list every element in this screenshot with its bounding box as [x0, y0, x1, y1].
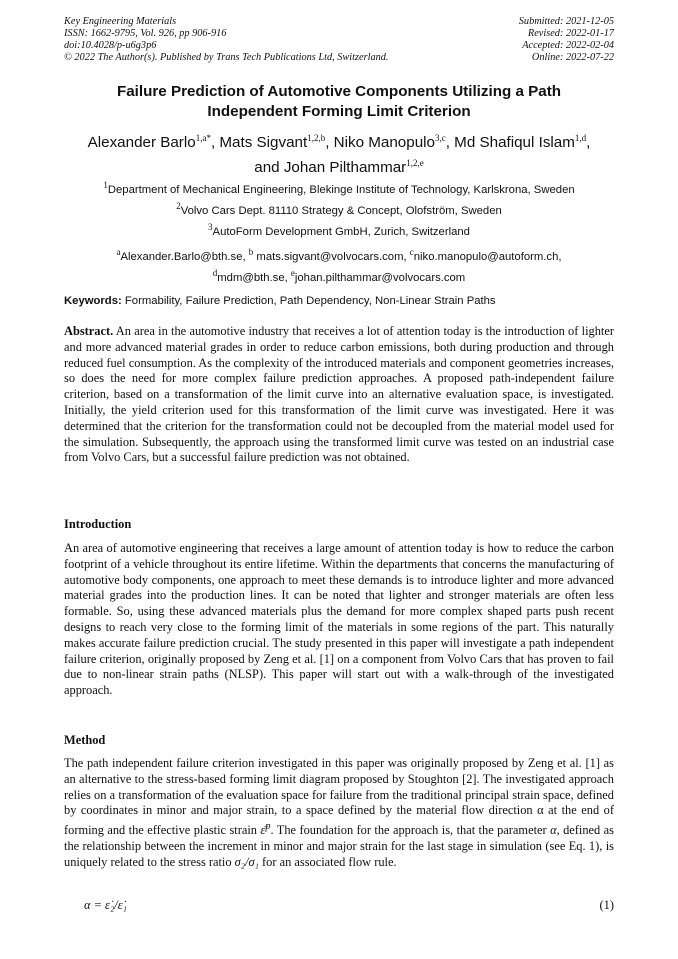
author-affiliation-mark: 1,d [574, 133, 587, 143]
affiliation-2 [40, 199, 638, 218]
author-name: Md Shafiqul Islam [454, 134, 575, 152]
submitted-date: Submitted: 2021-12-05 [518, 16, 614, 27]
equation-1 [84, 898, 614, 913]
author-affiliation-mark: 3,c [434, 133, 446, 143]
abstract-text: An area in the automotive industry that receives a lot of attention today is the introduction of lighter and more advanced material grades in order to reduce carbon emissions, both during production and through reduced fuel consumption. As the complexity of the introduced materials and component geometries increases, so does the need for more complex failure prediction approaches. A proposed path-independent failure criterion, based on a transformation of the limit curve into an alternative evaluation space, is investigated. Initially, the yield criterion used for this transformation of the limit curve was investigated. Here it was determined that the criterion for the transformation could not be decoupled from the material model used for the simulation. Subsequently, the approach using the transformed limit curve was tested on an industrial case from Volvo Cars, but a successful failure prediction was not obtained. [64, 324, 614, 465]
equation-formula: α = ε̇₂/ε̇₁ [84, 898, 127, 912]
doi: doi:10.4028/p-u6g3p6 [64, 40, 157, 51]
equation-number: (1) [599, 898, 614, 912]
author-emails [40, 244, 638, 286]
email-d[interactable]: mdm@bth.se, [217, 271, 291, 284]
method-heading: Method [64, 733, 106, 747]
email-b[interactable]: mats.sigvant@volvocars.com, [253, 250, 410, 263]
copyright: © 2022 The Author(s). Published by Trans Tech Publications Ltd, Switzerland. [64, 52, 389, 63]
affiliation-mark: 1 [103, 180, 108, 190]
email-mark: b [248, 247, 254, 257]
email-mark: e [290, 267, 295, 278]
title-line-2: Independent Forming Limit Criterion [207, 103, 471, 120]
affiliation-text: Department of Mechanical Engineering, Blekinge Institute of Technology, Karlskrona, Sweden [107, 183, 575, 196]
author-name: and Johan Pilthammar [254, 159, 407, 177]
author-separator: , [445, 134, 455, 152]
method-text-part: The path independent failure criterion investigated in this paper was originally proposed by Zeng et al. [1] as an alternative to the stress-based forming limit diagram proposed by Stoughton [2]. The investigated approach relies on a transformation of the evaluation space for failure from the traditional principal strain space, defined by coordinates in minor and major strain, to a space defined by the material flow direction α at the end of forming and the effective plastic strain [64, 756, 614, 838]
author-name: Niko Manopulo [333, 134, 435, 152]
email-e[interactable]: johan.pilthammar@volvocars.com [294, 271, 466, 284]
paper-title [64, 82, 614, 122]
affiliation-3 [40, 220, 638, 239]
affiliation-mark: 2 [176, 201, 181, 211]
abstract [64, 324, 614, 466]
online-date: Online: 2022-07-22 [531, 52, 614, 63]
email-mark: d [212, 267, 218, 278]
journal-name: Key Engineering Materials [64, 16, 177, 27]
method-text-part: for an associated flow rule. [258, 854, 397, 869]
author-separator: , [586, 134, 591, 152]
title-line-1: Failure Prediction of Automotive Components Utilizing a Path [116, 83, 562, 100]
method-text [64, 756, 614, 871]
introduction-heading: Introduction [64, 517, 132, 531]
email-mark: c [409, 247, 414, 257]
email-line-2 [40, 265, 638, 286]
symbol-effective-strain: ε̄ [260, 823, 266, 838]
symbol-superscript: p [265, 821, 271, 833]
author-affiliation-mark: 1,2,b [307, 133, 326, 143]
accepted-date: Accepted: 2022-02-04 [522, 40, 614, 51]
email-mark: a [116, 247, 121, 257]
publication-info [64, 16, 388, 64]
keywords-label: Keywords: [64, 295, 122, 307]
affiliation-mark: 3 [208, 222, 213, 232]
email-c[interactable]: niko.manopulo@autoform.ch, [413, 250, 562, 263]
keywords-text: Formability, Failure Prediction, Path Dependency, Non-Linear Strain Paths [121, 295, 496, 307]
author-list [50, 128, 628, 178]
affiliation-text: AutoForm Development GmbH, Zurich, Switzerland [212, 225, 470, 238]
email-a[interactable]: Alexander.Barlo@bth.se, [120, 250, 249, 263]
author-separator: , [325, 134, 334, 152]
affiliation-1 [40, 178, 638, 197]
affiliation-text: Volvo Cars Dept. 81110 Strategy & Concept, Olofström, Sweden [180, 204, 502, 217]
author-affiliation-mark: 1,a* [195, 133, 211, 143]
issn: ISSN: 1662-9795, Vol. 926, pp 906-916 [64, 28, 227, 39]
abstract-label: Abstract. [64, 324, 114, 338]
author-separator: , [210, 134, 220, 152]
introduction-text: An area of automotive engineering that receives a large amount of attention today is how to reduce the carbon footprint of a vehicle throughout its entire lifetime. Within the departments that concerns the manufacturing of automotive body components, one approach to meet these demands is to introduce lighter and more advanced material grades into the production lines. It can be noted that lighter and stronger materials are often less formable. So, using these advanced materials plus the demand for more complex shaped parts push recent designs to reach very close to the forming limit of the materials in some regions of the part. This naturally makes accurate failure prediction crucial. The study presented in this paper will investigate a path independent failure criterion, originally proposed by Zeng et al. [1] on a component from Volvo Cars that has proven to fail due to non-linear strain paths (NLSP). This paper will start out with a walk-through of the investigated approach. [64, 541, 614, 698]
symbol-alpha: α [550, 823, 557, 838]
author-name: Alexander Barlo [87, 134, 196, 152]
keywords [64, 294, 614, 308]
revised-date: Revised: 2022-01-17 [527, 28, 614, 39]
author-affiliation-mark: 1,2,e [406, 158, 424, 169]
method-text-part: , defined as the relationship between the increment in minor and major strain for the last stage in simulation (see Eq. 1), is uniquely related to the stress ratio [64, 823, 614, 869]
publication-dates [519, 16, 614, 64]
symbol-stress-ratio: σ₂/σ₁ [234, 854, 259, 869]
method-text-part: . The foundation for the approach is, that the parameter [270, 823, 551, 838]
email-line-1 [40, 244, 638, 265]
author-name: Mats Sigvant [219, 134, 308, 152]
